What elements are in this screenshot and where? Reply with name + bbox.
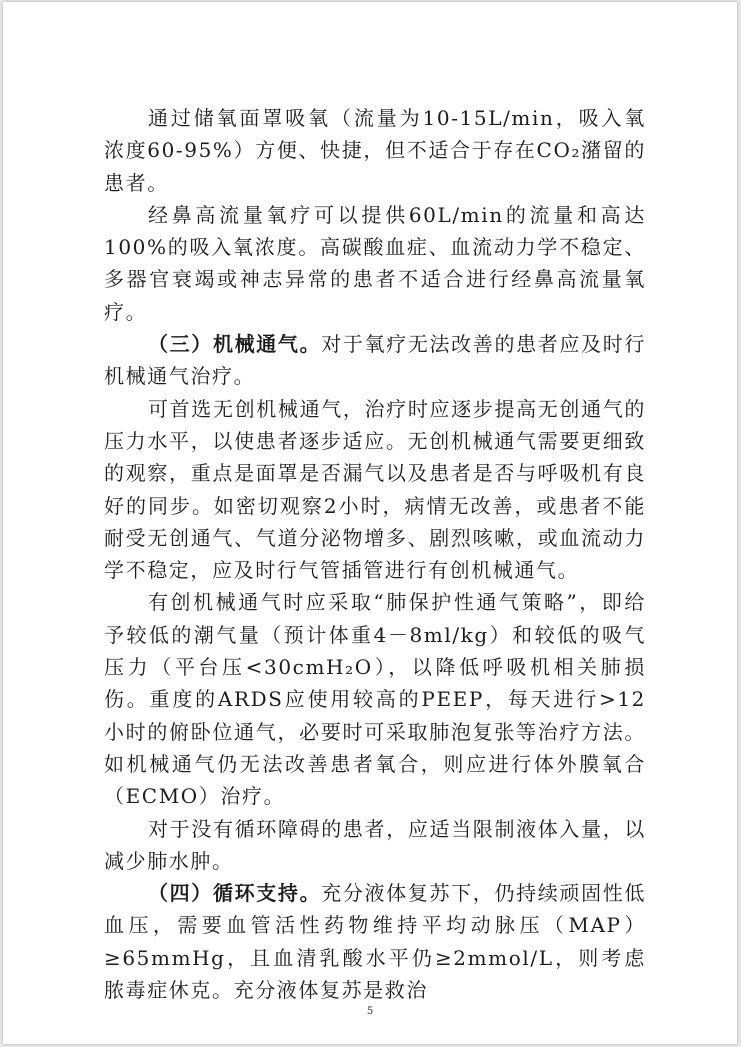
- text-line: 通气治疗。: [147, 364, 256, 389]
- text-line: 入氧浓度。高碳酸血症、血流动力学不稳定、多器官衰竭或神: [104, 235, 646, 292]
- paragraph-circulation-support: [104, 877, 646, 1006]
- text-line: 重点是面罩是否漏气以及患者是否与呼吸机有良好的同步。如: [104, 461, 646, 518]
- text-line: 经鼻高流量氧疗可以提供60L/min的流量和高达100%的吸: [104, 202, 646, 260]
- text-line: 体外膜氧合（ECMO）治疗。: [104, 751, 646, 809]
- text-line: 管插管进行有创机械通气。: [320, 558, 580, 583]
- paragraph-invasive-ventilation: [104, 586, 646, 812]
- section-heading-mechanical-ventilation: （三）机械通气。: [148, 332, 322, 357]
- text-line: <30cmH₂O），以降低呼吸机相关肺损伤。重度的ARDS应使用较高: [104, 655, 646, 712]
- text-line: 需要血管活性药物维持平均动脉压（MAP）≥65mmHg，且血清乳: [104, 913, 646, 970]
- paragraph-mechanical-ventilation: [104, 328, 646, 393]
- document-page: [3, 2, 737, 1044]
- text-line: 肺水肿。: [147, 848, 234, 873]
- text-line: 有创机械通气时应采取“肺保护性通气策略”，即给予较低: [104, 590, 646, 647]
- text-line: 水平，以使患者逐步适应。无创机械通气需要更细致的观察，: [104, 428, 646, 486]
- text-line: 复张等治疗方法。如机械通气仍无法改善患者氧合，则应进行: [104, 719, 646, 776]
- text-line: 通过储氧面罩吸氧（流量为10-15L/min，吸入氧浓度: [104, 106, 646, 163]
- text-line: 酸水平仍≥2mmol/L，则考虑脓毒症休克。充分液体复苏是救治: [104, 945, 646, 1003]
- text-line: 充分液体复苏下，仍持续顽固性低血压，: [104, 881, 646, 938]
- text-line: 60-95%）方便、快捷，但不适合于存在CO₂潴留的患者。: [104, 138, 646, 195]
- document-body: [104, 102, 646, 1006]
- paragraph-noninvasive-ventilation: [104, 393, 646, 587]
- text-line: 的PEEP，每天进行>12小时的俯卧位通气，必要时可采取肺泡: [104, 687, 647, 744]
- text-line: 道分泌物增多、剧烈咳嗽，或血流动力学不稳定，应及时行气: [104, 525, 646, 583]
- text-line: 志异常的患者不适合进行经鼻高流量氧疗。: [104, 267, 647, 324]
- text-line: 密切观察2小时，病情无改善，或患者不能耐受无创通气、气: [104, 493, 646, 550]
- text-line: 可首选无创机械通气，治疗时应逐步提高无创通气的压力: [104, 396, 646, 453]
- paragraph-oxygen-mask: [104, 102, 646, 199]
- text-line: 对于氧疗无法改善的患者应及时行机械: [104, 332, 646, 389]
- text-line: 对于没有循环障碍的患者，应适当限制液体入量，以减少: [104, 816, 646, 873]
- page-number: 5: [366, 1006, 374, 1017]
- paragraph-high-flow-oxygen: [104, 199, 646, 328]
- paragraph-fluid-restriction: [104, 813, 646, 878]
- section-heading-circulation-support: （四）循环支持。: [148, 881, 322, 906]
- text-line: 的潮气量（预计体重4－8ml/kg）和较低的吸气压力（平台压: [104, 622, 646, 680]
